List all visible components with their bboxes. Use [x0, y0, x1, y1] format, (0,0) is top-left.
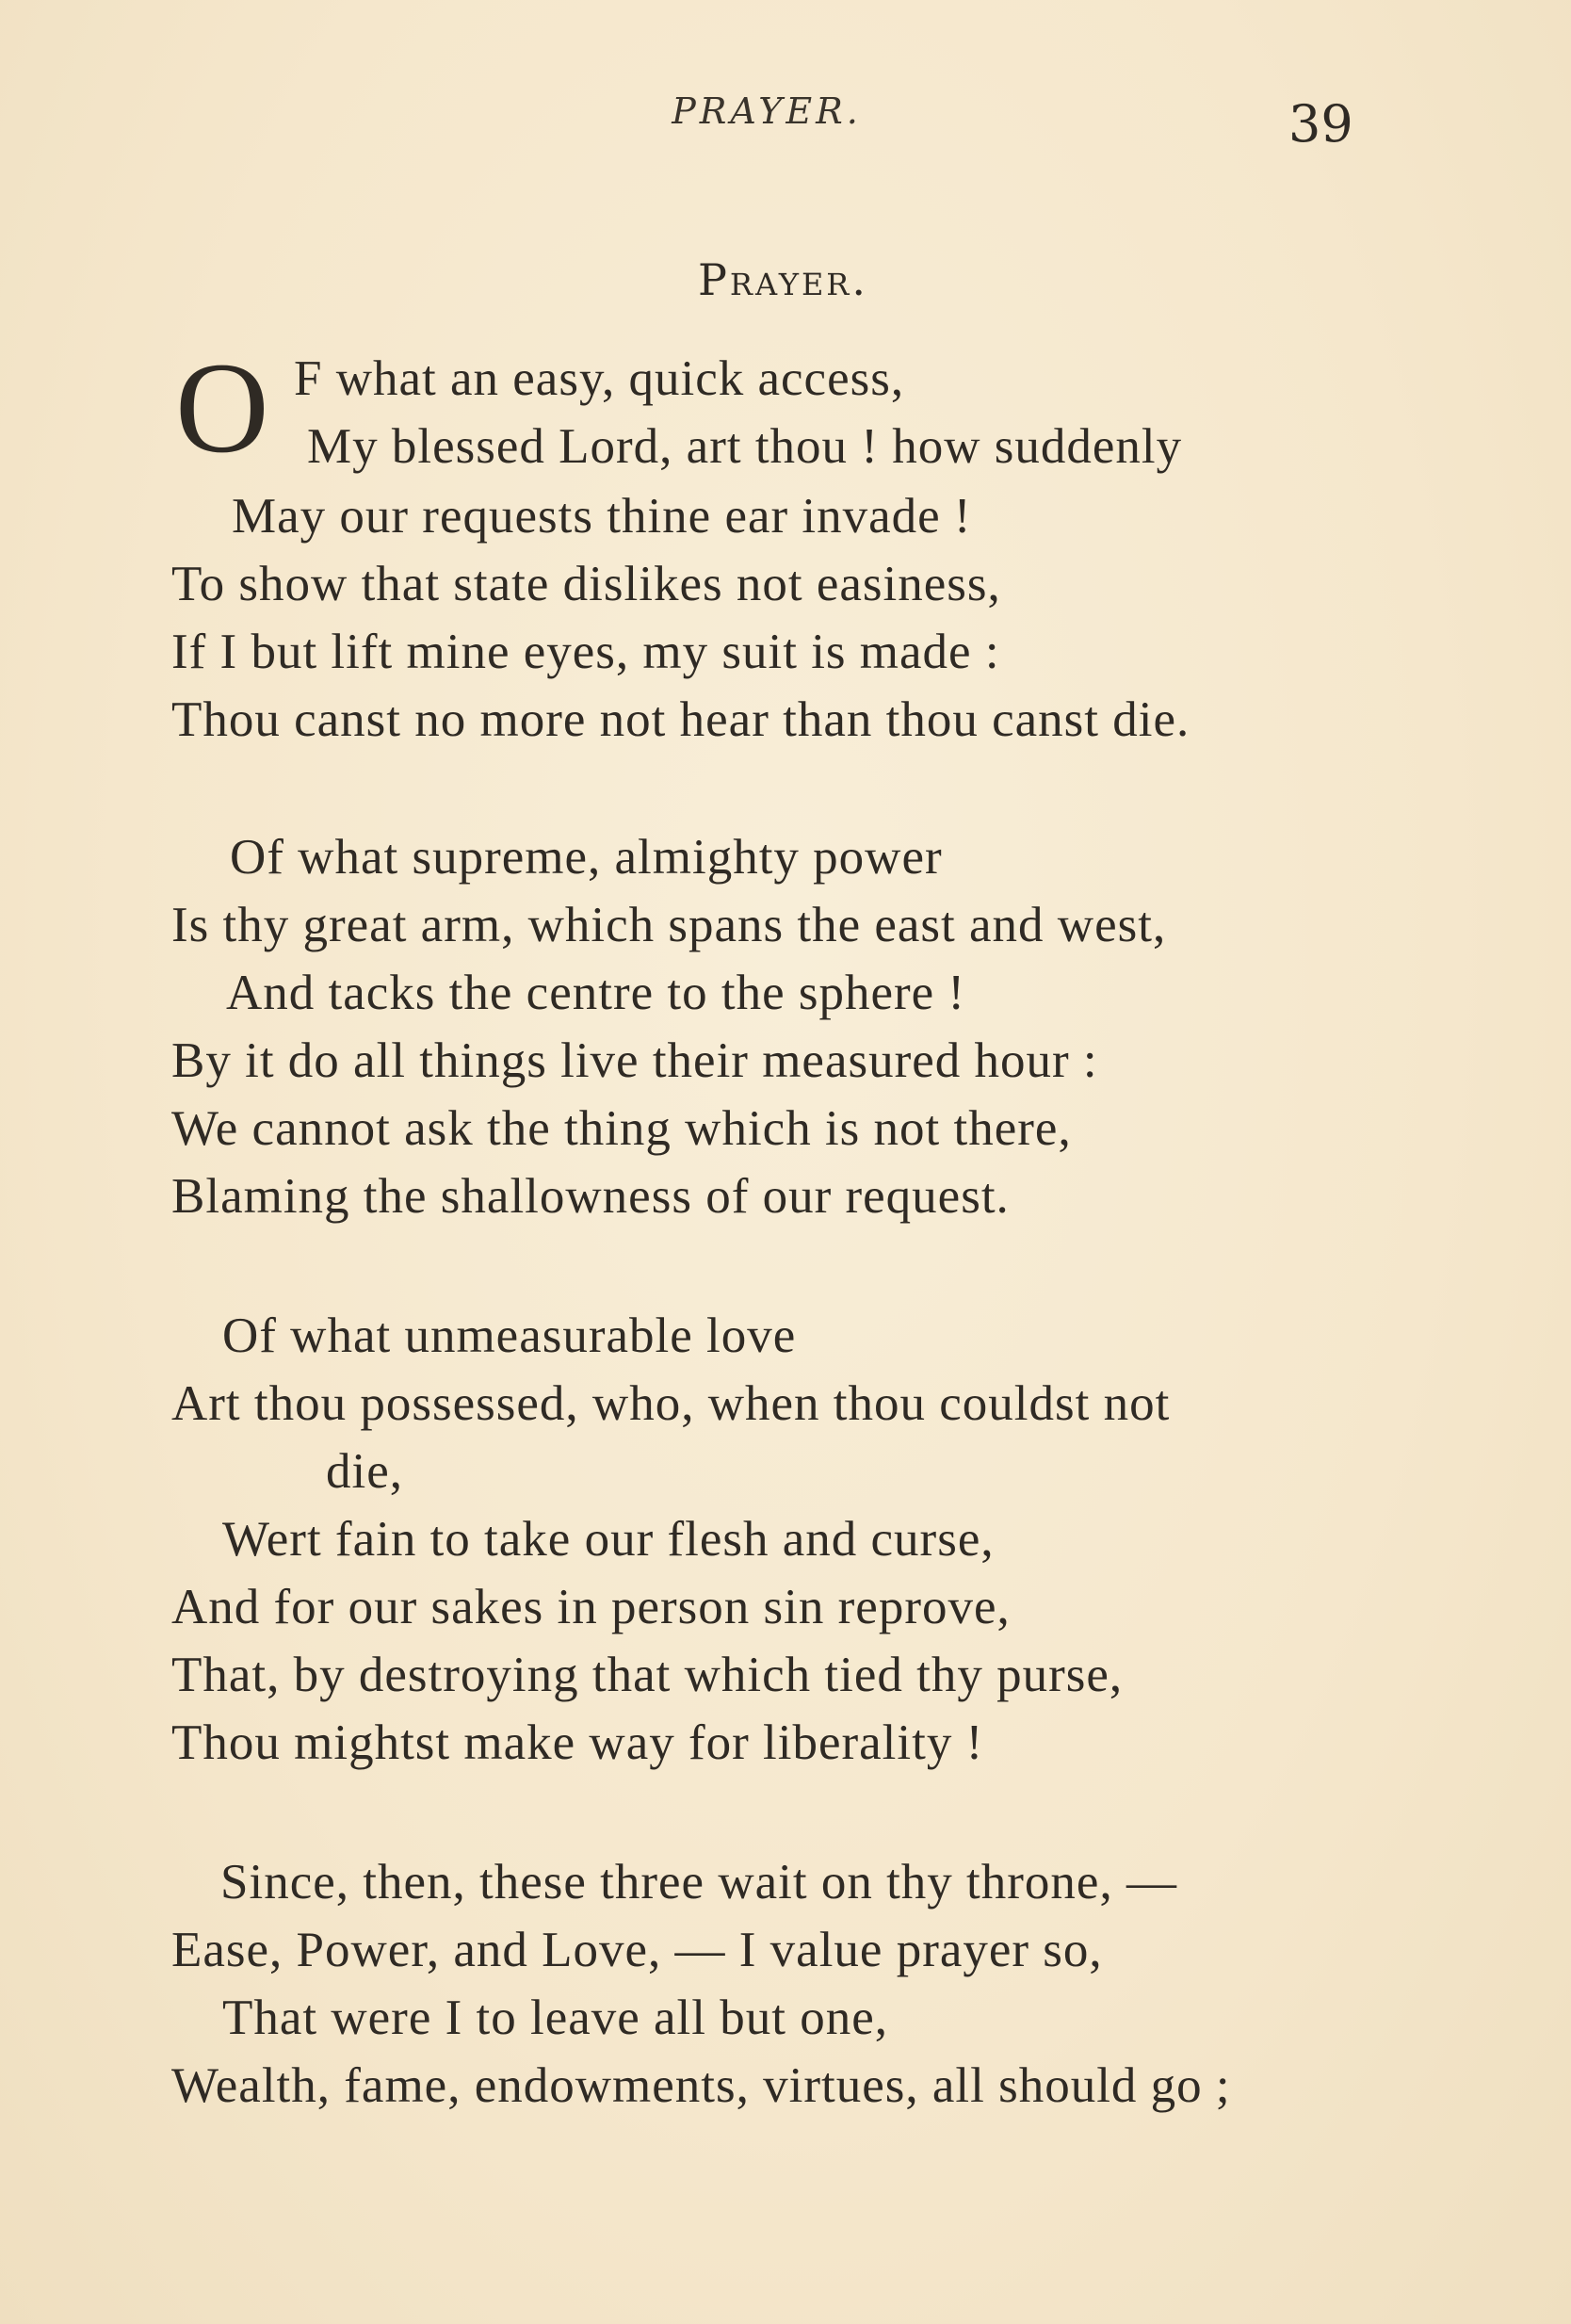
poem-line: Thou mightst make way for liberality !: [171, 1715, 984, 1770]
poem-line: Since, then, these three wait on thy throne, —: [220, 1855, 1177, 1910]
poem-line: Wealth, fame, endowments, virtues, all should go ;: [171, 2058, 1231, 2113]
poem-line: Blaming the shallowness of our request.: [171, 1169, 1010, 1224]
poem-line: If I but lift mine eyes, my suit is made :: [171, 625, 1000, 679]
poem-line: Of what unmeasurable love: [222, 1308, 797, 1363]
poem-line: F what an easy, quick access,: [294, 351, 905, 406]
poem-line: To show that state dislikes not easiness,: [171, 557, 1001, 611]
poem-line: That were I to leave all but one,: [222, 1991, 888, 2045]
poem-line: By it do all things live their measured hour :: [171, 1033, 1098, 1088]
running-head-text: PRAYER.: [672, 90, 862, 132]
drop-cap: O: [175, 335, 269, 479]
poem-line: Of what supreme, almighty power: [230, 830, 943, 885]
poem-line: And for our sakes in person sin reprove,: [171, 1580, 1011, 1634]
poem-line: My blessed Lord, art thou ! how suddenly: [307, 419, 1183, 474]
poem-line: That, by destroying that which tied thy purse,: [171, 1648, 1124, 1702]
poem-line: May our requests thine ear invade !: [232, 489, 972, 544]
page-number: 39: [1288, 94, 1353, 154]
poem-title: [0, 254, 1571, 305]
poem-title-text: Prayer.: [697, 254, 869, 305]
poem-line: die,: [326, 1444, 403, 1499]
poem-line: And tacks the centre to the sphere !: [226, 966, 966, 1020]
poem-line: Is thy great arm, which spans the east and west,: [171, 898, 1167, 952]
poem-line: Ease, Power, and Love, — I value prayer so,: [171, 1923, 1103, 1977]
poem-line: Thou canst no more not hear than thou canst die.: [171, 692, 1190, 747]
poem-line: Art thou possessed, who, when thou couldst not: [171, 1376, 1171, 1431]
poem-line: Wert fain to take our flesh and curse,: [222, 1512, 995, 1567]
poem-line: We cannot ask the thing which is not there,: [171, 1101, 1072, 1156]
